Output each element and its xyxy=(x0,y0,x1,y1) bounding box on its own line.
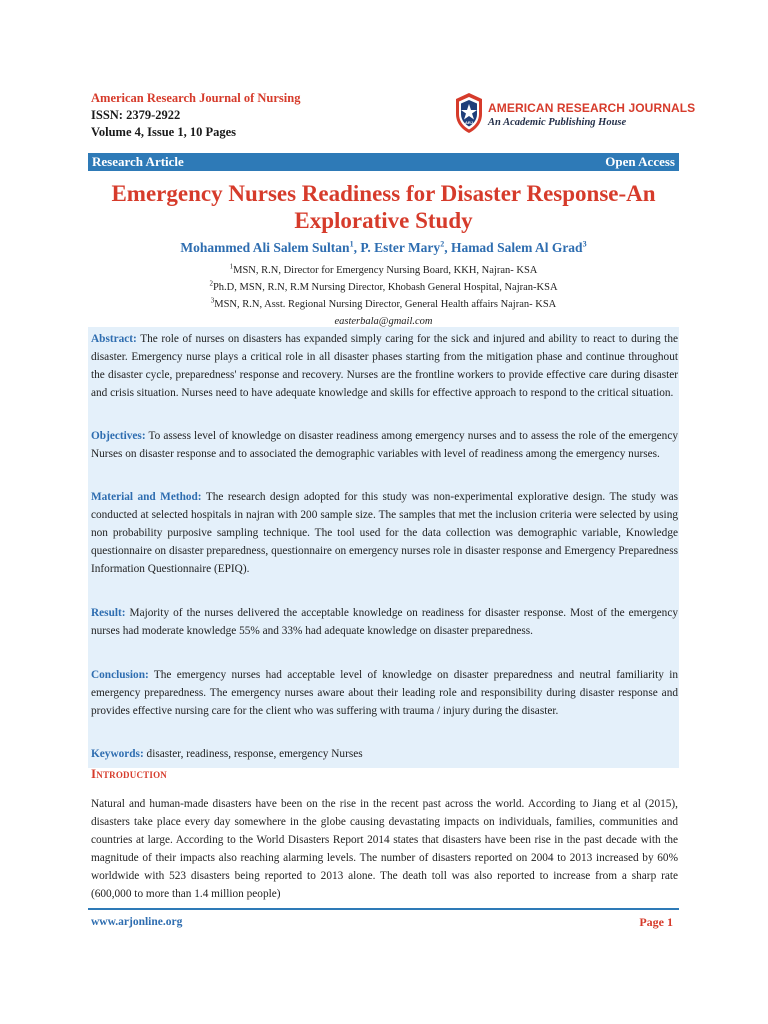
author-sup: 2 xyxy=(440,239,445,249)
conclusion-section xyxy=(91,666,678,720)
logo-subtitle: An Academic Publishing House xyxy=(488,117,627,128)
publisher-logo xyxy=(454,92,694,138)
keywords-section xyxy=(91,745,678,763)
keywords-text: disaster, readiness, response, emergency Nurses xyxy=(143,748,363,760)
affiliation-line xyxy=(88,279,679,296)
author-separator: , xyxy=(353,240,361,255)
open-access-label: Open Access xyxy=(605,154,675,169)
author-sup: 3 xyxy=(582,239,587,249)
journal-issn: ISSN: 2379-2922 xyxy=(91,108,181,122)
affiliation-sup: 2 xyxy=(209,279,213,288)
article-type-label: Research Article xyxy=(92,154,184,169)
logo-title: AMERICAN RESEARCH JOURNALS xyxy=(488,101,696,115)
journal-name: American Research Journal of Nursing xyxy=(91,91,301,105)
author-email[interactable]: easterbala@gmail.com xyxy=(334,316,433,327)
objectives-section xyxy=(91,427,678,463)
result-section xyxy=(91,604,678,640)
affiliation-text: MSN, R.N, Asst. Regional Nursing Director, General Health affairs Najran- KSA xyxy=(214,299,557,310)
abstract-text: The role of nurses on disasters has expanded simply caring for the sick and injured and ability to react to during the disaster. Emergency nurse plays a critical role in all disaster phases starting from the mitigation phase and continue throughout the disaster cycle, preparedness' response and recovery. Nurses are the frontline workers to provide effective care during disaster and crisis situation. Nurses need to have adequate knowledge and skills for effective approach to respond to the critical situation. xyxy=(91,333,678,399)
objectives-label: Objectives: xyxy=(91,430,146,442)
objectives-text: To assess level of knowledge on disaster readiness among emergency nurses and to assess the role of the emergency Nurses on disaster response and to associated the demographic variables with level of readiness among the emergency nurses. xyxy=(91,430,678,460)
result-label: Result: xyxy=(91,607,126,619)
affiliation-sup: 3 xyxy=(210,296,215,305)
logo-mark-text: ARJ xyxy=(464,120,474,125)
affiliation-text: Ph.D, MSN, R.N, R.M Nursing Director, Khobash General Hospital, Najran-KSA xyxy=(212,282,558,293)
introduction-body: Natural and human-made disasters have been on the rise in the recent past across the world. According to Jiang et al (2015), disasters take place every day somewhere in the globe causing devastating impacts on individuals, families, communities and countries at large. According to the World Disasters Report 2014 states that disasters have been rise in the past decade with the magnitude of their impacts also reaching alarming levels. The number of disasters reported on 2004 to 2013 increased by 60% worldwide with 523 disasters being reported to 2013 alone. The death toll was also reported to increase from a sharp rate (600,000 to more than 1.4 million people) xyxy=(91,798,678,900)
article-title: Emergency Nurses Readiness for Disaster Response-An Explorative Study xyxy=(111,181,656,233)
journal-volume: Volume 4, Issue 1, 10 Pages xyxy=(91,125,237,139)
article-type-banner xyxy=(88,153,679,171)
affiliation-text: MSN, R.N, Director for Emergency Nursing Board, KKH, Najran- KSA xyxy=(233,265,538,276)
page-number: Page 1 xyxy=(639,915,673,929)
footer-url-link[interactable]: www.arjonline.org xyxy=(91,916,183,928)
conclusion-text: The emergency nurses had acceptable level of knowledge on disaster preparedness and neutral familiarity in emergency preparedness. The emergency nurses aware about their leading role and responsibility during disaster response and provides effective nursing care for the client who was suffering with trauma / injury during the disaster. xyxy=(91,669,678,717)
introduction-heading: Introduction xyxy=(91,766,167,781)
keywords-label: Keywords: xyxy=(91,748,144,760)
author-name: Hamad Salem Al Grad xyxy=(450,240,583,255)
journal-info xyxy=(91,90,300,141)
abstract-section xyxy=(91,330,678,402)
footer-divider xyxy=(88,908,679,910)
conclusion-label: Conclusion: xyxy=(91,669,149,681)
affiliation-line xyxy=(88,296,679,313)
author-list xyxy=(88,239,679,257)
affiliations xyxy=(88,262,679,330)
shield-star-icon xyxy=(454,92,484,134)
affiliation-line xyxy=(88,262,679,279)
author-name: Mohammed Ali Salem Sultan xyxy=(180,240,350,255)
abstract-label: Abstract: xyxy=(91,333,137,345)
method-section xyxy=(91,488,678,578)
author-sup: 1 xyxy=(349,239,354,249)
affiliation-sup: 1 xyxy=(229,262,234,271)
author-name: P. Ester Mary xyxy=(360,240,441,255)
result-text: Majority of the nurses delivered the acceptable knowledge on readiness for disaster response. Most of the emergency nurses had moderate knowledge 55% and 33% had adequate knowledge on disaster preparedness. xyxy=(91,607,678,637)
method-text: The research design adopted for this study was non-experimental explorative design. The study was conducted at selected hospitals in najran with 200 sample size. The samples that met the inclusion criteria were selected by using non probability purposive sampling technique. The tool used for the data collection was demographic variable, Knowledge questionnaire on disaster preparedness, questionnaire on emergency nurses role in disaster response and Emergency Preparedness Information Questionnaire (EPIQ). xyxy=(91,491,678,575)
method-label: Material and Method: xyxy=(91,491,202,503)
author-separator: , xyxy=(444,240,451,255)
